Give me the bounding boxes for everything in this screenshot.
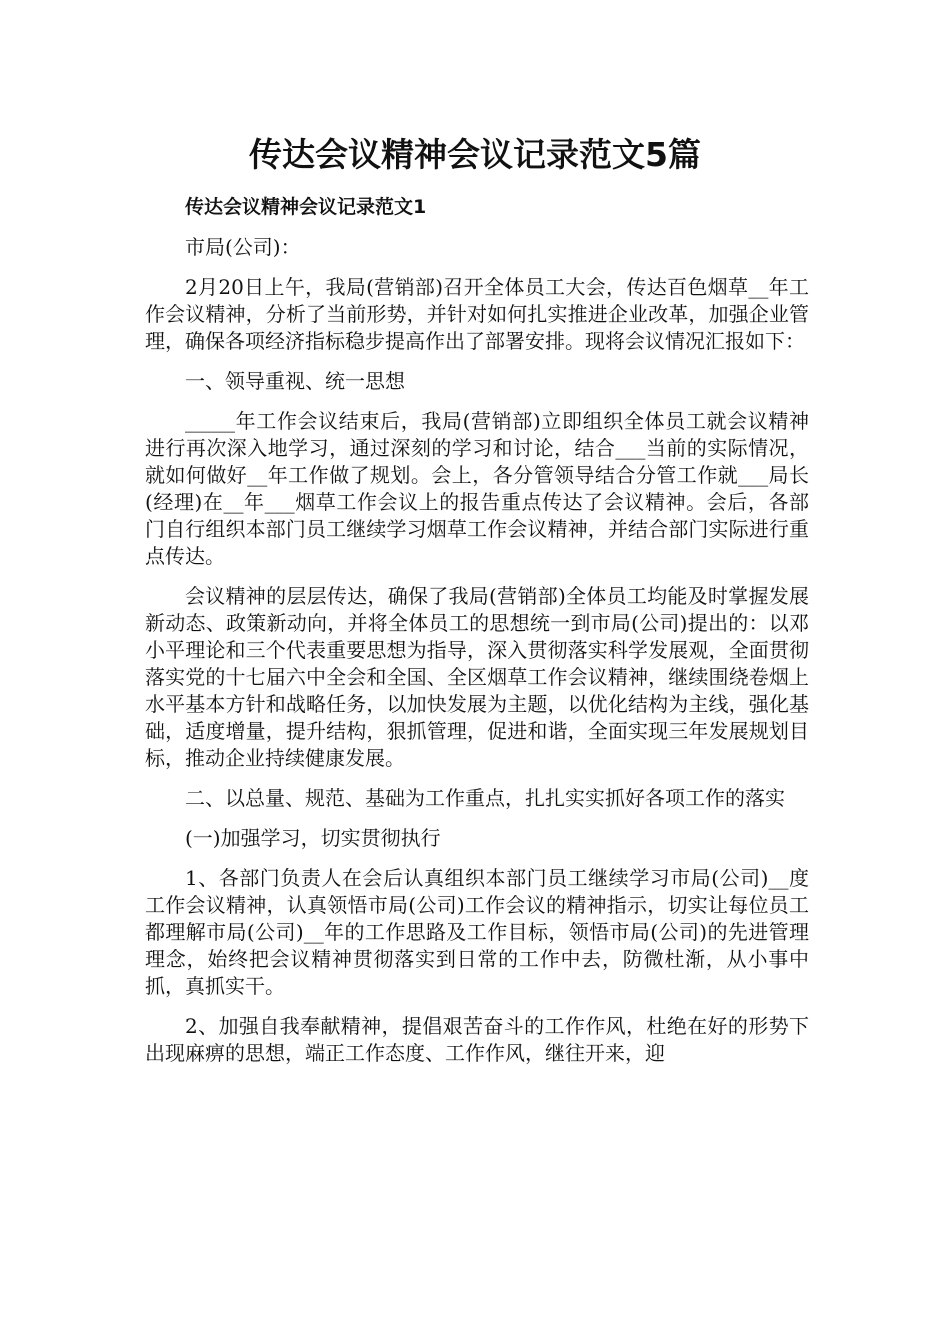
document-title: 传达会议精神会议记录范文5篇 — [249, 135, 701, 174]
paragraph-item-one: 1、各部门负责人在会后认真组织本部门员工继续学习市局(公司)__度工作会议精神，认真领悟市局(公司)工作会议的精神指示，切实让每位员工都理解市局(公司)__年的工作思路及工作目标，领悟市局(公司)的先进管理理念，始终把会议精神贯彻落实到日常的工作中去，防微杜渐，从小事中抓，真抓实干。 — [145, 866, 809, 998]
section-title: 传达会议精神会议记录范文1 — [185, 196, 427, 218]
salutation: 市局(公司)： — [185, 235, 301, 259]
heading-two: 二、以总量、规范、基础为工作重点，扎扎实实抓好各项工作的落实 — [185, 786, 785, 810]
paragraph-intro: 2月20日上午，我局(营销部)召开全体员工大会，传达百色烟草__年工作会议精神，分析了当前形势，并针对如何扎实推进企业改革，加强企业管理，确保各项经济指标稳步提高作出了部署安排。现将会议情况汇报如下： — [145, 275, 809, 353]
subheading-study: (一)加强学习，切实贯彻执行 — [185, 826, 441, 850]
paragraph-study: _____年工作会议结束后，我局(营销部)立即组织全体员工就会议精神进行再次深入地学习，通过深刻的学习和讨论，结合___当前的实际情况，就如何做好__年工作做了规划。会上，各分管领导结合分管工作就___局长(经理)在__年___烟草工作会议上的报告重点传达了会议精神。会后，各部门自行组织本部门员工继续学习烟草工作会议精神，并结合部门实际进行重点传达。 — [145, 409, 809, 568]
document-body — [145, 194, 809, 1080]
heading-one: 一、领导重视、统一思想 — [185, 369, 405, 393]
paragraph-spirit: 会议精神的层层传达，确保了我局(营销部)全体员工均能及时掌握发展新动态、政策新动向，并将全体员工的思想统一到市局(公司)提出的：以邓小平理论和三个代表重要思想为指导，深入贯彻落实科学发展观，全面贯彻落实党的十七届六中全会和全国、全区烟草工作会议精神，继续围绕卷烟上水平基本方针和战略任务，以加快发展为主题，以优化结构为主线，强化基础，适度增量，提升结构，狠抓管理，促进和谐，全面实现三年发展规划目标，推动企业持续健康发展。 — [145, 584, 809, 770]
paragraph-item-two: 2、加强自我奉献精神，提倡艰苦奋斗的工作作风，杜绝在好的形势下出现麻痹的思想，端正工作态度、工作作风，继往开来，迎 — [145, 1014, 809, 1065]
